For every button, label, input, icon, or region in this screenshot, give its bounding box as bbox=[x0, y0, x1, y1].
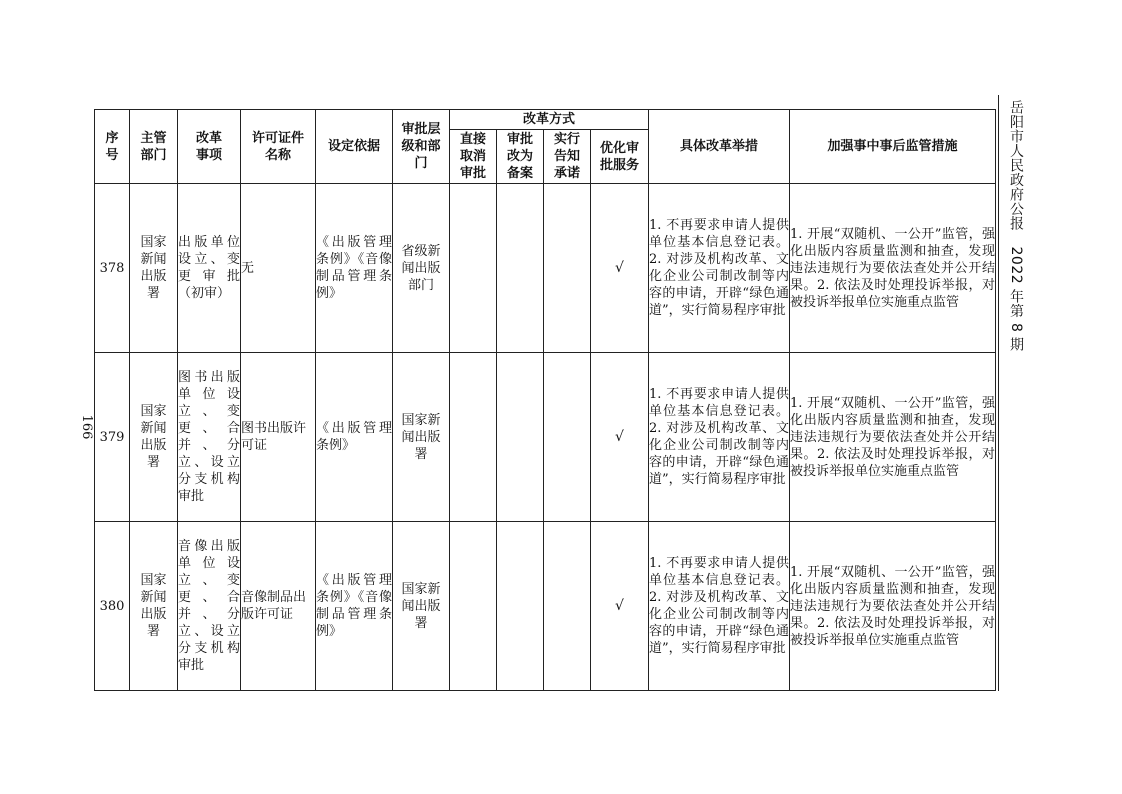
cell-cancel bbox=[450, 353, 497, 522]
header-dept: 主管 部门 bbox=[130, 110, 178, 184]
cell-supervision: 1. 开展“双随机、一公开”监管，强化出版内容质量监测和抽查，发现违法违规行为要依法查处并公开结果。2. 依法及时处理投诉举报，对被投诉举报单位实施重点监管 bbox=[790, 522, 996, 691]
cell-item: 音像出版单位设立、变更、合并、分立、设立分支机构审批 bbox=[178, 522, 241, 691]
cell-no: 380 bbox=[95, 522, 130, 691]
reform-table bbox=[94, 109, 996, 691]
cell-optimize-check: √ bbox=[591, 522, 649, 691]
cell-cancel bbox=[450, 184, 497, 353]
cell-item: 出版单位设立、变更审批（初审） bbox=[178, 184, 241, 353]
header-license: 许可证件 名称 bbox=[241, 110, 316, 184]
cell-filing bbox=[497, 184, 544, 353]
header-level: 审批层 级和部 门 bbox=[393, 110, 450, 184]
cell-level: 国家新 闻出版 署 bbox=[393, 522, 450, 691]
running-head bbox=[1002, 100, 1026, 352]
cell-license: 音像制品出版许可证 bbox=[241, 522, 316, 691]
cell-notify bbox=[544, 353, 591, 522]
cell-optimize-check: √ bbox=[591, 184, 649, 353]
cell-basis: 《出版管理条例》《音像制品管理条例》 bbox=[316, 184, 393, 353]
cell-dept: 国家 新闻 出版 署 bbox=[130, 184, 178, 353]
header-item: 改革 事项 bbox=[178, 110, 241, 184]
cell-measures: 1. 不再要求申请人提供单位基本信息登记表。2. 对涉及机构改革、文化企业公司制改制等内容的申请，开辟“绿色通道”，实行简易程序审批 bbox=[649, 184, 790, 353]
header-method: 改革方式 bbox=[450, 110, 649, 130]
cell-no: 379 bbox=[95, 353, 130, 522]
cell-level: 省级新 闻出版 部门 bbox=[393, 184, 450, 353]
cell-no: 378 bbox=[95, 184, 130, 353]
cell-filing bbox=[497, 522, 544, 691]
cell-license: 无 bbox=[241, 184, 316, 353]
header-measures: 具体改革举措 bbox=[649, 110, 790, 184]
cell-filing bbox=[497, 353, 544, 522]
header-notify: 实行 告知 承诺 bbox=[544, 130, 591, 184]
cell-dept: 国家 新闻 出版 署 bbox=[130, 353, 178, 522]
cell-supervision: 1. 开展“双随机、一公开”监管，强化出版内容质量监测和抽查，发现违法违规行为要依法查处并公开结果。2. 依法及时处理投诉举报，对被投诉举报单位实施重点监管 bbox=[790, 353, 996, 522]
table-row bbox=[95, 184, 996, 353]
cell-level: 国家新 闻出版 署 bbox=[393, 353, 450, 522]
header-cancel: 直接 取消 审批 bbox=[450, 130, 497, 184]
header-basis: 设定依据 bbox=[316, 110, 393, 184]
cell-item: 图书出版单位设立、变更、合并、分立、设立分支机构审批 bbox=[178, 353, 241, 522]
cell-dept: 国家 新闻 出版 署 bbox=[130, 522, 178, 691]
cell-cancel bbox=[450, 522, 497, 691]
cell-basis: 《出版管理条例》 bbox=[316, 353, 393, 522]
cell-license: 图书出版许可证 bbox=[241, 353, 316, 522]
header-optimize: 优化审 批服务 bbox=[591, 130, 649, 184]
cell-measures: 1. 不再要求申请人提供单位基本信息登记表。2. 对涉及机构改革、文化企业公司制改制等内容的申请，开辟“绿色通道”，实行简易程序审批 bbox=[649, 522, 790, 691]
table-row bbox=[95, 353, 996, 522]
table-row bbox=[95, 522, 996, 691]
header-no: 序 号 bbox=[95, 110, 130, 184]
page-number: 166 bbox=[79, 414, 94, 440]
cell-supervision: 1. 开展“双随机、一公开”监管，强化出版内容质量监测和抽查，发现违法违规行为要依法查处并公开结果。2. 依法及时处理投诉举报，对被投诉举报单位实施重点监管 bbox=[790, 184, 996, 353]
margin-rule bbox=[998, 95, 999, 691]
header-supervision: 加强事中事后监管措施 bbox=[790, 110, 996, 184]
cell-notify bbox=[544, 184, 591, 353]
cell-optimize-check: √ bbox=[591, 353, 649, 522]
running-head-title: 岳阳市人民政府公报 bbox=[1008, 100, 1024, 231]
cell-notify bbox=[544, 522, 591, 691]
cell-basis: 《出版管理条例》《音像制品管理条例》 bbox=[316, 522, 393, 691]
header-filing: 审批 改为 备案 bbox=[497, 130, 544, 184]
cell-measures: 1. 不再要求申请人提供单位基本信息登记表。2. 对涉及机构改革、文化企业公司制改制等内容的申请，开辟“绿色通道”，实行简易程序审批 bbox=[649, 353, 790, 522]
running-head-issue: 2022 年第 8 期 bbox=[1008, 246, 1024, 352]
